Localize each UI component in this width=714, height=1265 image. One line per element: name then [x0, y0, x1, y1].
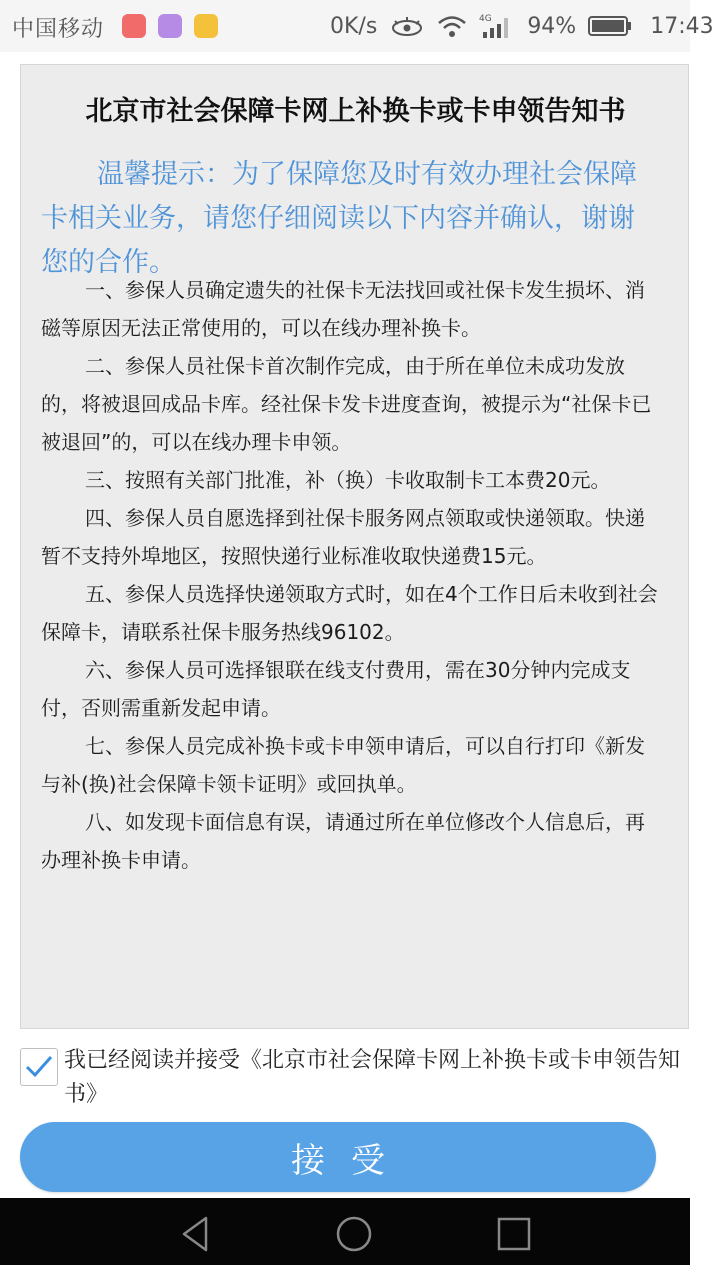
- agree-label[interactable]: 我已经阅读并接受《北京市社会保障卡网上补换卡或卡申领告知书》: [64, 1048, 681, 1107]
- app-notification-icon: [194, 14, 218, 38]
- agreement-row: [20, 1044, 680, 1112]
- battery-percent: 94%: [527, 13, 577, 39]
- cellular-signal-icon: [479, 12, 515, 40]
- eye-comfort-icon: [389, 15, 425, 37]
- notification-icons: [122, 14, 218, 38]
- wifi-icon: [437, 14, 467, 38]
- home-icon[interactable]: [334, 1214, 374, 1254]
- notice-paragraph: 一、参保人员确定遗失的社保卡无法找回或社保卡发生损坏、消磁等原因无法正常使用的，可以在线办理补换卡。: [41, 278, 645, 340]
- notice-tip: 温馨提示：为了保障您及时有效办理社会保障卡相关业务，请您仔细阅读以下内容并确认，谢谢您的合作。: [41, 159, 637, 278]
- carrier-name: 中国移动: [12, 17, 105, 42]
- status-bar: [0, 0, 714, 52]
- net-speed: 0K/s: [330, 13, 378, 39]
- notice-card: [20, 64, 689, 1029]
- notice-paragraphs: [41, 271, 661, 879]
- notice-paragraph: 三、按照有关部门批准，补（换）卡收取制卡工本费20元。: [85, 468, 611, 492]
- notice-paragraph: 七、参保人员完成补换卡或卡申领申请后，可以自行打印《新发与补(换)社会保障卡领卡证明》或回执单。: [41, 734, 645, 796]
- notice-paragraph: 二、参保人员社保卡首次制作完成，由于所在单位未成功发放的，将被退回成品卡库。经社保卡发卡进度查询，被提示为“社保卡已被退回”的，可以在线办理卡申领。: [41, 354, 652, 454]
- clock: 17:43: [650, 13, 714, 39]
- status-indicators: [330, 12, 714, 40]
- notice-paragraph: 六、参保人员可选择银联在线支付费用，需在30分钟内完成支付，否则需重新发起申请。: [41, 658, 631, 720]
- navigation-bar: [0, 1198, 690, 1265]
- notice-paragraph: 八、如发现卡面信息有误，请通过所在单位修改个人信息后，再办理补换卡申请。: [41, 810, 645, 872]
- app-notification-icon: [122, 14, 146, 38]
- app-notification-icon: [158, 14, 182, 38]
- notice-paragraph: 五、参保人员选择快递领取方式时，如在4个工作日后未收到社会保障卡，请联系社保卡服务热线96102。: [41, 582, 658, 644]
- battery-icon: [588, 15, 632, 37]
- agree-checkbox[interactable]: [20, 1048, 58, 1086]
- signal-type-label: 4G: [479, 14, 493, 24]
- notice-paragraph: 四、参保人员自愿选择到社保卡服务网点领取或快递领取。快递暂不支持外埠地区，按照快递行业标准收取快递费15元。: [41, 506, 645, 568]
- checkmark-icon: [25, 1055, 53, 1079]
- back-icon[interactable]: [176, 1214, 216, 1254]
- notice-title: 北京市社会保障卡网上补换卡或卡申领告知书: [85, 96, 626, 127]
- accept-button[interactable]: 接受: [20, 1122, 656, 1192]
- recent-apps-icon[interactable]: [494, 1214, 534, 1254]
